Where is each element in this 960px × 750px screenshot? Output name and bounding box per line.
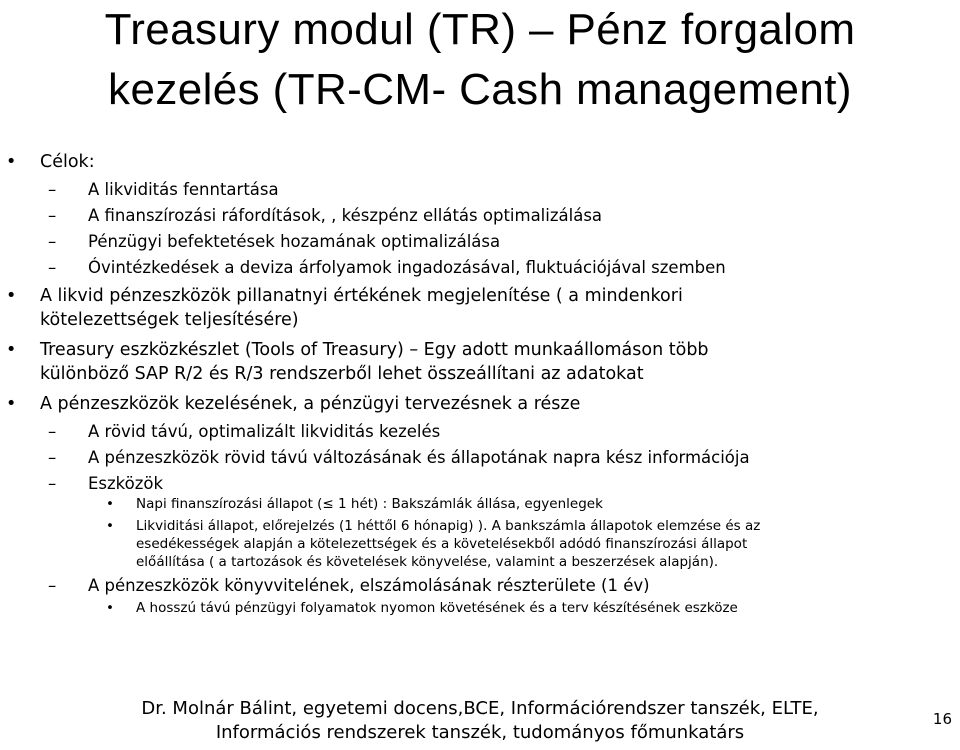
dash-icon: – <box>48 422 57 441</box>
tool-item-line-1: Likviditási állapot, előrejelzés (1 héttől 6 hónapig) ). A bankszámla állapotok elemzése és az <box>136 518 761 534</box>
footer-line-1: Dr. Molnár Bálint, egyetemi docens,BCE, Információrendszer tanszék, ELTE, <box>141 698 819 719</box>
goal-item: Óvintézkedések a deviza árfolyamok ingadozásával, fluktuációjával szemben <box>88 258 726 277</box>
bullet-dot-icon: • <box>106 496 114 512</box>
bullet-cash-management: A pénzeszközök kezelésének, a pénzügyi tervezésnek a része <box>40 394 581 414</box>
title-line-2: kezelés (TR-CM- Cash management) <box>108 65 852 114</box>
goal-item: A likviditás fenntartása <box>88 180 279 199</box>
cash-item-accounting: A pénzeszközök könyvvitelének, elszámolásának részterülete (1 év) <box>88 576 650 595</box>
footer <box>0 697 960 745</box>
tool-item: A hosszú távú pénzügyi folyamatok nyomon követésének és a terv készítésének eszköze <box>136 600 738 616</box>
dash-icon: – <box>48 576 57 595</box>
goal-item: A finanszírozási ráfordítások, , készpénz ellátás optimalizálása <box>88 206 603 225</box>
tool-item: Napi finanszírozási állapot (≤ 1 hét) : Bakszámlák állása, egyenlegek <box>136 496 603 512</box>
bullet-goals: Célok: <box>40 152 95 172</box>
bullet-liquid-line-2: kötelezettségek teljesítésére) <box>40 310 299 330</box>
bullet-dot-icon: • <box>106 518 114 534</box>
cash-item: A pénzeszközök rövid távú változásának és állapotának napra kész információja <box>88 448 750 467</box>
bullet-dot-icon: • <box>6 152 17 172</box>
bullet-tools-line-2: különböző SAP R/2 és R/3 rendszerből lehet összeállítani az adatokat <box>40 364 644 384</box>
tool-item-line-2: esedékességek alapján a kötelezettségek és a követelésekből adódó finanszírozási állapot <box>136 536 748 552</box>
page-number: 16 <box>932 710 952 728</box>
goal-item: Pénzügyi befektetések hozamának optimalizálása <box>88 232 501 251</box>
dash-icon: – <box>48 232 57 251</box>
bullet-liquid-line-1: A likvid pénzeszközök pillanatnyi értékének megjelenítése ( a mindenkori <box>40 286 683 306</box>
dash-icon: – <box>48 474 57 493</box>
bullet-dot-icon: • <box>106 600 114 616</box>
footer-line-2: Információs rendszerek tanszék, tudományos főmunkatárs <box>215 722 745 743</box>
tool-item-line-3: előállítása ( a tartozások és követelések könyvelése, valamint a beszerzések alapján). <box>136 554 719 570</box>
slide-title <box>0 0 960 120</box>
dash-icon: – <box>48 206 57 225</box>
dash-icon: – <box>48 180 57 199</box>
bullet-dot-icon: • <box>6 286 17 306</box>
bullet-dot-icon: • <box>6 394 17 414</box>
dash-icon: – <box>48 448 57 467</box>
cash-item: A rövid távú, optimalizált likviditás kezelés <box>88 422 441 441</box>
title-line-1: Treasury modul (TR) – Pénz forgalom <box>104 5 856 54</box>
dash-icon: – <box>48 258 57 277</box>
cash-item-tools: Eszközök <box>88 474 164 493</box>
bullet-dot-icon: • <box>6 340 17 360</box>
bullet-tools-line-1: Treasury eszközkészlet (Tools of Treasury) – Egy adott munkaállomáson több <box>40 340 709 360</box>
